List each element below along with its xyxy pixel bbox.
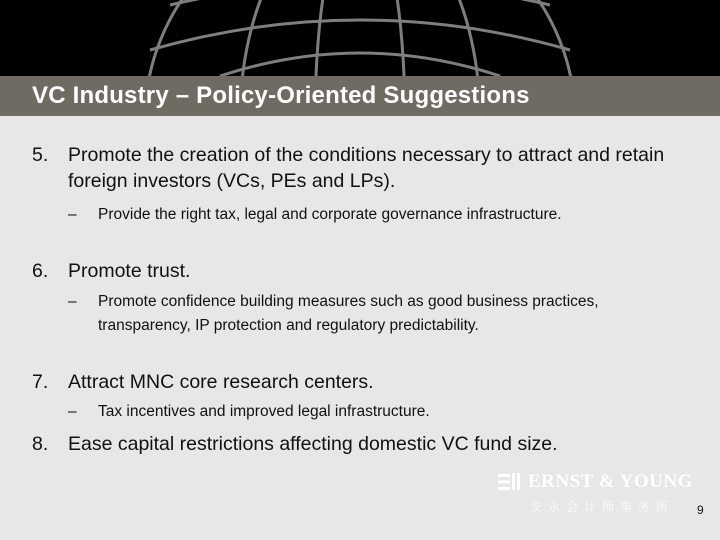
- chinese-firm-name: 安永会计师事务所: [530, 500, 675, 514]
- list-item: [32, 258, 692, 284]
- item-text: Ease capital restrictions affecting domestic VC fund size.: [68, 433, 558, 455]
- item-text: Attract MNC core research centers.: [68, 371, 374, 393]
- dash-bullet: –: [68, 206, 77, 223]
- list-item: [32, 431, 692, 457]
- ernst-young-mark-icon: [498, 472, 520, 492]
- dash-bullet: –: [68, 293, 77, 310]
- page-number: 9: [697, 503, 704, 517]
- header-band: [0, 0, 720, 76]
- item-number: 6.: [32, 260, 49, 282]
- list-item: [32, 142, 692, 194]
- globe-graphic-icon: [0, 0, 720, 76]
- item-number: 7.: [32, 371, 49, 393]
- sub-item-text: Tax incentives and improved legal infrastructure.: [98, 403, 430, 420]
- list-item: [32, 369, 692, 395]
- logo-text: ERNST & YOUNG: [528, 471, 693, 492]
- item-number: 8.: [32, 433, 49, 455]
- dash-bullet: –: [68, 403, 77, 420]
- sub-item: [68, 400, 668, 424]
- sub-item-text: Provide the right tax, legal and corporate governance infrastructure.: [98, 206, 562, 223]
- sub-item-text: Promote confidence building measures such as good business practices, transparency, IP protection and regulatory predictability.: [98, 293, 599, 334]
- ernst-young-logo: [498, 470, 693, 494]
- item-text: Promote the creation of the conditions necessary to attract and retain foreign investors (VCs, PEs and LPs).: [68, 144, 665, 192]
- sub-item: [68, 290, 668, 338]
- item-number: 5.: [32, 144, 49, 166]
- sub-item: [68, 203, 668, 227]
- slide-title: VC Industry – Policy-Oriented Suggestions: [32, 82, 530, 109]
- item-text: Promote trust.: [68, 260, 191, 282]
- title-bar: [0, 76, 720, 116]
